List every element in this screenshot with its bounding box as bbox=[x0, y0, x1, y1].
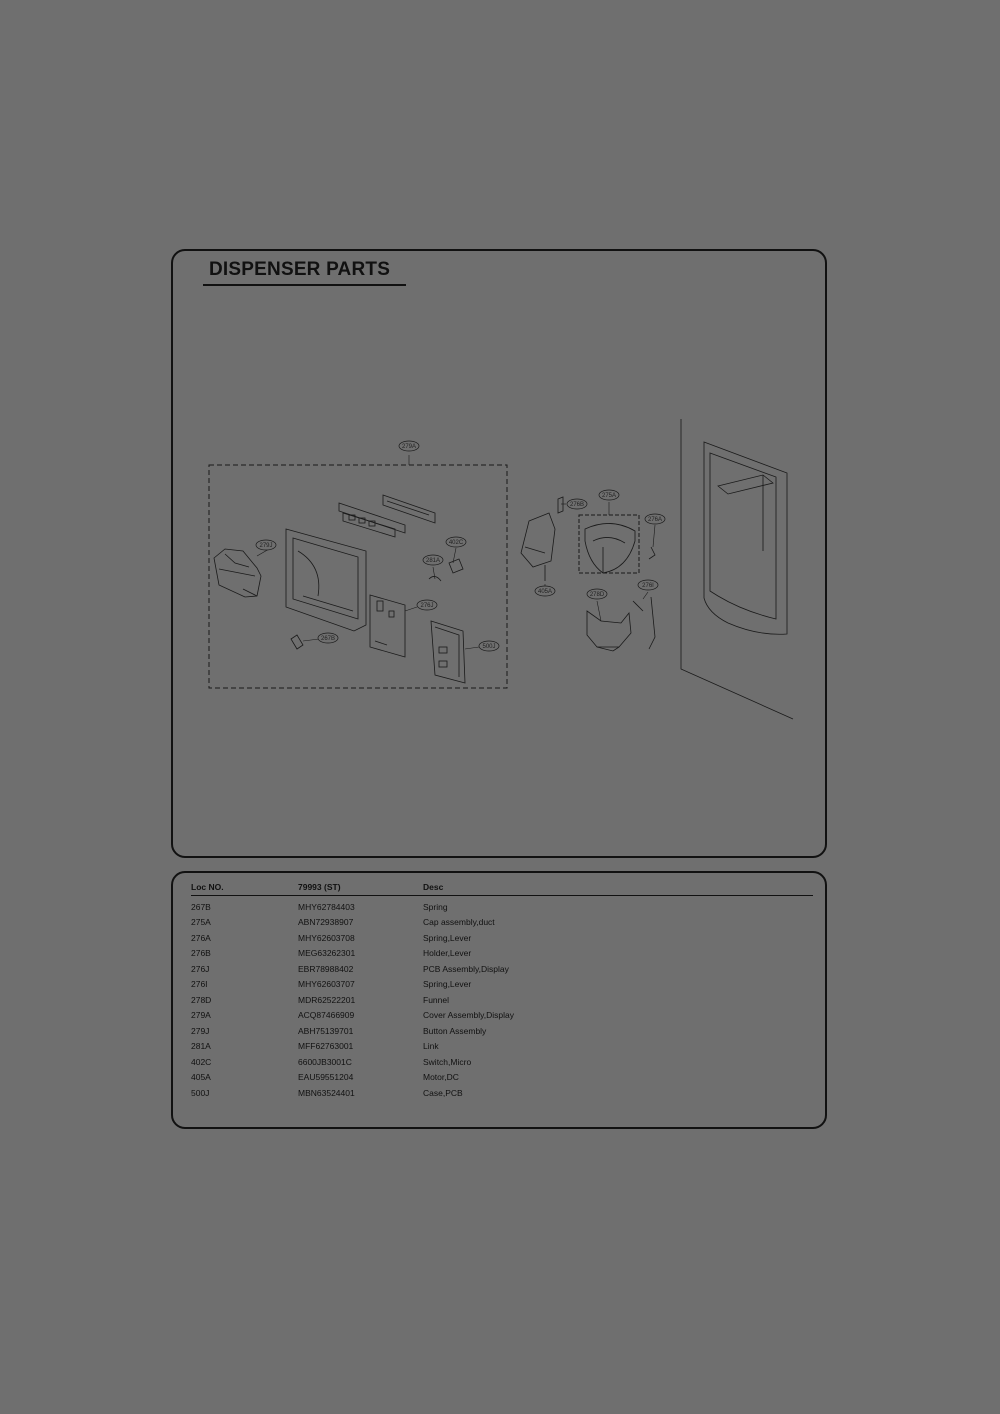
desc-cell: Case,PCB bbox=[423, 1087, 463, 1098]
svg-text:267B: 267B bbox=[320, 636, 336, 642]
table-row bbox=[191, 977, 813, 993]
svg-text:281A: 281A bbox=[425, 558, 441, 564]
loc-no-cell: 275A bbox=[191, 917, 211, 928]
loc-no-cell: 267B bbox=[191, 901, 211, 912]
part-number-cell: ACQ87466909 bbox=[298, 1010, 355, 1021]
part-number-cell: ABH75139701 bbox=[298, 1025, 354, 1036]
desc-cell: Motor,DC bbox=[423, 1072, 459, 1083]
part-number-cell: MHY62603707 bbox=[298, 979, 355, 990]
callout-276I bbox=[638, 580, 658, 590]
desc-cell: Cap assembly,duct bbox=[423, 917, 495, 928]
table-row bbox=[191, 1023, 813, 1039]
loc-no-cell: 276J bbox=[191, 963, 210, 974]
callout-labels bbox=[256, 441, 665, 651]
table-row bbox=[191, 946, 813, 962]
callout-276J bbox=[417, 600, 437, 610]
desc-cell: Holder,Lever bbox=[423, 948, 472, 959]
desc-cell: Spring bbox=[423, 901, 448, 912]
loc-no-cell: 402C bbox=[191, 1056, 212, 1067]
table-row bbox=[191, 1008, 813, 1024]
desc-cell: Link bbox=[423, 1041, 439, 1052]
callout-275A bbox=[599, 490, 619, 500]
desc-cell: PCB Assembly,Display bbox=[423, 963, 509, 974]
svg-text:276J: 276J bbox=[420, 603, 434, 609]
svg-text:500J: 500J bbox=[482, 644, 496, 650]
callout-500J bbox=[479, 641, 499, 651]
callout-279A bbox=[399, 441, 419, 451]
callout-402C bbox=[446, 537, 466, 547]
motor-drawing bbox=[521, 513, 555, 581]
svg-text:279J: 279J bbox=[259, 543, 273, 549]
callout-405A bbox=[535, 586, 555, 596]
table-row bbox=[191, 915, 813, 931]
desc-cell: Spring,Lever bbox=[423, 932, 472, 943]
callout-267B bbox=[318, 633, 338, 643]
table-row bbox=[191, 1070, 813, 1086]
header-desc: Desc bbox=[423, 882, 813, 896]
desc-cell: Switch,Micro bbox=[423, 1056, 472, 1067]
svg-text:405A: 405A bbox=[537, 589, 553, 595]
table-row bbox=[191, 961, 813, 977]
part-number-cell: 6600JB3001C bbox=[298, 1056, 352, 1067]
loc-no-cell: 405A bbox=[191, 1072, 211, 1083]
svg-text:402C: 402C bbox=[448, 540, 464, 546]
part-number-cell: MFF62763001 bbox=[298, 1041, 354, 1052]
svg-text:279A: 279A bbox=[401, 444, 417, 450]
spring-drawing bbox=[291, 635, 303, 649]
callout-276B bbox=[567, 499, 587, 509]
part-number-cell: ABN72938907 bbox=[298, 917, 354, 928]
table-row bbox=[191, 1085, 813, 1101]
section-title: DISPENSER PARTS bbox=[209, 259, 391, 280]
part-number-cell: MHY62784403 bbox=[298, 901, 355, 912]
micro-switch-drawing bbox=[449, 559, 463, 573]
part-number-cell: MDR62522201 bbox=[298, 994, 356, 1005]
parts-table bbox=[191, 882, 813, 1101]
part-number-cell: EAU59551204 bbox=[298, 1072, 354, 1083]
loc-no-cell: 500J bbox=[191, 1087, 210, 1098]
table-row bbox=[191, 1039, 813, 1055]
display-cover-drawing bbox=[286, 529, 366, 631]
callout-279J bbox=[256, 540, 276, 550]
loc-no-cell: 279A bbox=[191, 1010, 211, 1021]
table-row bbox=[191, 1054, 813, 1070]
spring-lever-2-drawing bbox=[633, 597, 655, 649]
exploded-parts-diagram bbox=[173, 251, 825, 856]
callout-278D bbox=[587, 589, 607, 599]
loc-no-cell: 278D bbox=[191, 994, 212, 1005]
part-number-cell: EBR78988402 bbox=[298, 963, 354, 974]
callout-276A bbox=[645, 514, 665, 524]
svg-text:276B: 276B bbox=[569, 502, 585, 508]
table-row bbox=[191, 896, 813, 915]
pcb-drawing bbox=[370, 595, 405, 657]
parts-table-body bbox=[191, 896, 813, 1101]
header-part-number: 79993 (ST) bbox=[298, 882, 423, 896]
svg-text:276A: 276A bbox=[647, 517, 663, 523]
svg-text:278D: 278D bbox=[589, 592, 605, 598]
display-board-drawing bbox=[339, 495, 435, 537]
desc-cell: Cover Assembly,Display bbox=[423, 1010, 515, 1021]
button-assembly-drawing bbox=[214, 549, 261, 597]
part-number-cell: MBN63524401 bbox=[298, 1087, 355, 1098]
parts-table-header bbox=[191, 882, 813, 896]
fridge-door-drawing bbox=[681, 419, 793, 719]
holder-drawing bbox=[558, 497, 563, 513]
part-number-cell: MHY62603708 bbox=[298, 932, 355, 943]
loc-no-cell: 276I bbox=[191, 979, 208, 990]
loc-no-cell: 279J bbox=[191, 1025, 210, 1036]
callout-281A bbox=[423, 555, 443, 565]
parts-list-panel bbox=[171, 871, 827, 1129]
loc-no-cell: 281A bbox=[191, 1041, 211, 1052]
header-loc-no: Loc NO. bbox=[191, 882, 298, 896]
loc-no-cell: 276B bbox=[191, 948, 211, 959]
loc-no-cell: 276A bbox=[191, 932, 211, 943]
spring-lever-drawing bbox=[649, 547, 655, 559]
diagram-panel bbox=[171, 249, 827, 858]
desc-cell: Spring,Lever bbox=[423, 979, 472, 990]
svg-text:276I: 276I bbox=[642, 583, 654, 589]
desc-cell: Funnel bbox=[423, 994, 449, 1005]
case-pcb-drawing bbox=[431, 621, 465, 683]
cap-duct-drawing bbox=[585, 523, 635, 573]
desc-cell: Button Assembly bbox=[423, 1025, 487, 1036]
table-row bbox=[191, 930, 813, 946]
part-number-cell: MEG63262301 bbox=[298, 948, 356, 959]
svg-text:275A: 275A bbox=[601, 493, 617, 499]
table-row bbox=[191, 992, 813, 1008]
funnel-drawing bbox=[587, 611, 631, 651]
